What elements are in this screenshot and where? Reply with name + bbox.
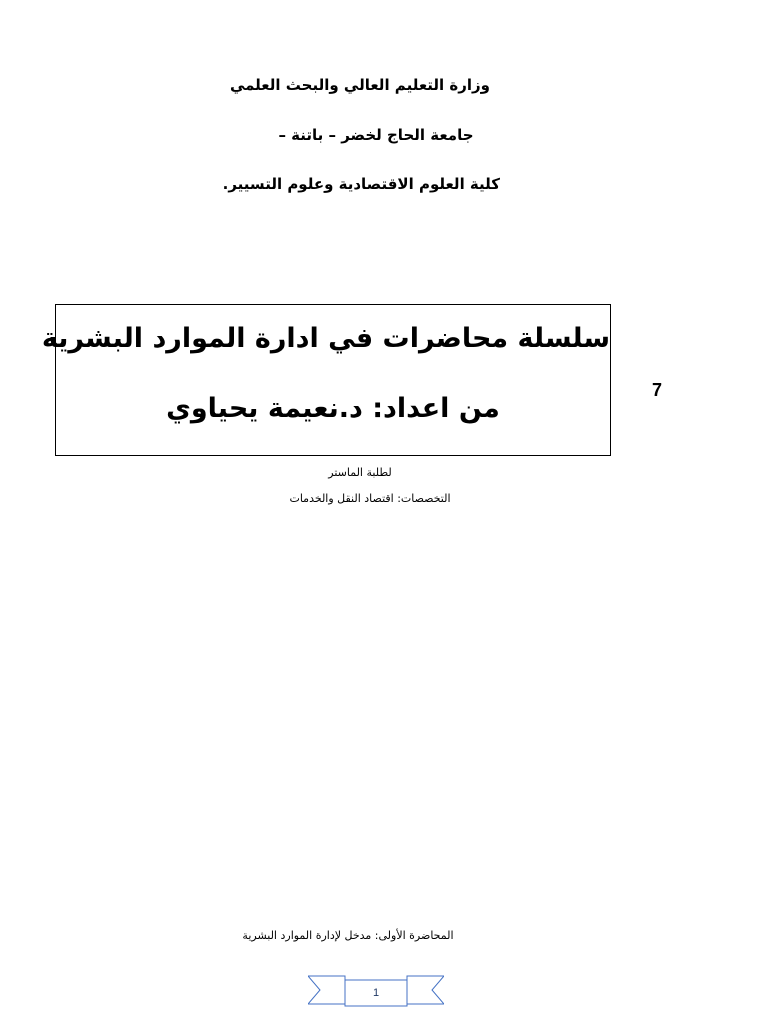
series-title: سلسلة محاضرات في ادارة الموارد البشرية (41, 323, 610, 354)
page-number: 1 (372, 987, 380, 999)
ministry-heading: وزارة التعليم العالي والبحث العلمي (229, 76, 490, 94)
side-number: 7 (652, 380, 663, 400)
author-line: من اعداد: د.نعيمة يحياوي (166, 393, 500, 424)
footer-lecture-title: المحاضرة الأولى: مدخل لإدارة الموارد البشرية (242, 929, 454, 942)
specialty-line: التخصصات: اقتصاد النقل والخدمات (289, 492, 451, 505)
faculty-heading: كلية العلوم الاقتصادية وعلوم التسيير. (222, 175, 500, 193)
university-heading: جامعة الحاج لخضر – باتنة – (278, 126, 474, 144)
title-box (41, 304, 611, 456)
audience-line: لطلبة الماستر (328, 466, 392, 479)
